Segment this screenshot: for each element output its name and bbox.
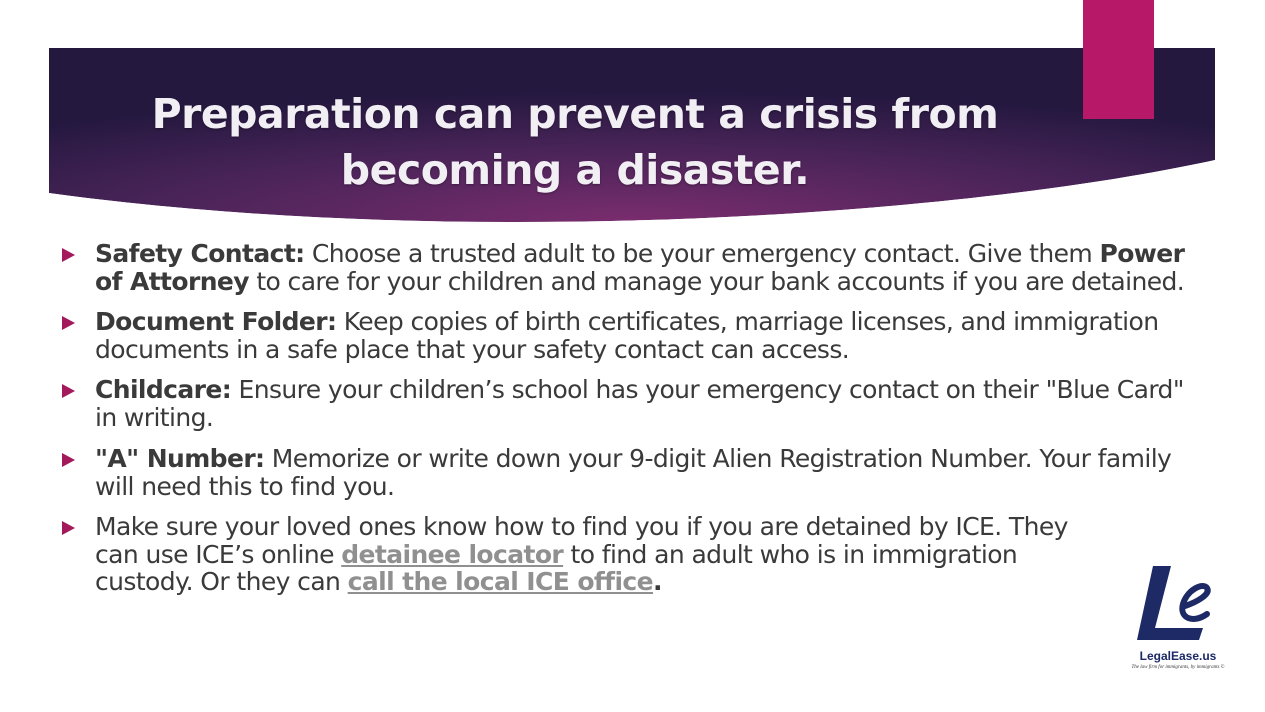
logo-tagline: The law firm for immigrants, by immigrants © (1131, 665, 1225, 670)
slide-title (100, 86, 1050, 198)
bullet-label: Safety Contact: (95, 239, 305, 268)
bullet-label: "A" Number: (95, 444, 265, 473)
bullet-text: to care for your children and manage your bank accounts if you are detained. (248, 266, 1185, 296)
legalease-logo (1123, 562, 1233, 677)
bullet-arrow-icon (62, 384, 75, 398)
list-item-childcare (60, 376, 1210, 431)
bullet-arrow-icon (62, 248, 75, 262)
bullet-arrow-icon (62, 316, 75, 330)
bullet-arrow-icon (62, 453, 75, 467)
list-item-find-you (60, 513, 1210, 596)
bullet-list (60, 240, 1210, 596)
bullet-arrow-icon (62, 521, 75, 535)
le-logo-mark (1123, 562, 1233, 647)
bullet-text: Ensure your children’s school has your emergency contact on their "Blue Card" in writing. (95, 375, 1184, 432)
list-item-document-folder (60, 308, 1210, 363)
accent-tab (1083, 0, 1154, 119)
bullet-label: Childcare: (95, 375, 232, 404)
bullet-text-end: . (653, 567, 662, 596)
bullet-text: Make sure your loved ones know how to find you if you are detained by ICE. They can use ICE’s online (95, 512, 1068, 569)
title-line-2: becoming a disaster. (340, 146, 810, 194)
bullet-text: Choose a trusted adult to be your emergency contact. Give them (304, 239, 1100, 268)
bullet-bold-term: Power of Attorney (95, 239, 1185, 296)
title-line-1: Preparation can prevent a crisis from (151, 90, 999, 138)
detainee-locator-link[interactable]: detainee locator (341, 539, 564, 569)
logo-url: LegalEase.us (1139, 649, 1217, 663)
bullet-text: to find an adult who is in immigration custody. Or they can (95, 539, 1018, 596)
bullet-label: Document Folder: (95, 307, 337, 336)
bullet-text: Memorize or write down your 9-digit Alien Registration Number. Your family will need this to find you. (95, 444, 1172, 501)
list-item-safety-contact (60, 240, 1210, 295)
list-item-a-number (60, 445, 1210, 500)
call-ice-office-link[interactable]: call the local ICE office (347, 567, 653, 596)
bullet-text: Keep copies of birth certificates, marriage licenses, and immigration documents in a safe place that your safety contact can access. (95, 307, 1159, 364)
